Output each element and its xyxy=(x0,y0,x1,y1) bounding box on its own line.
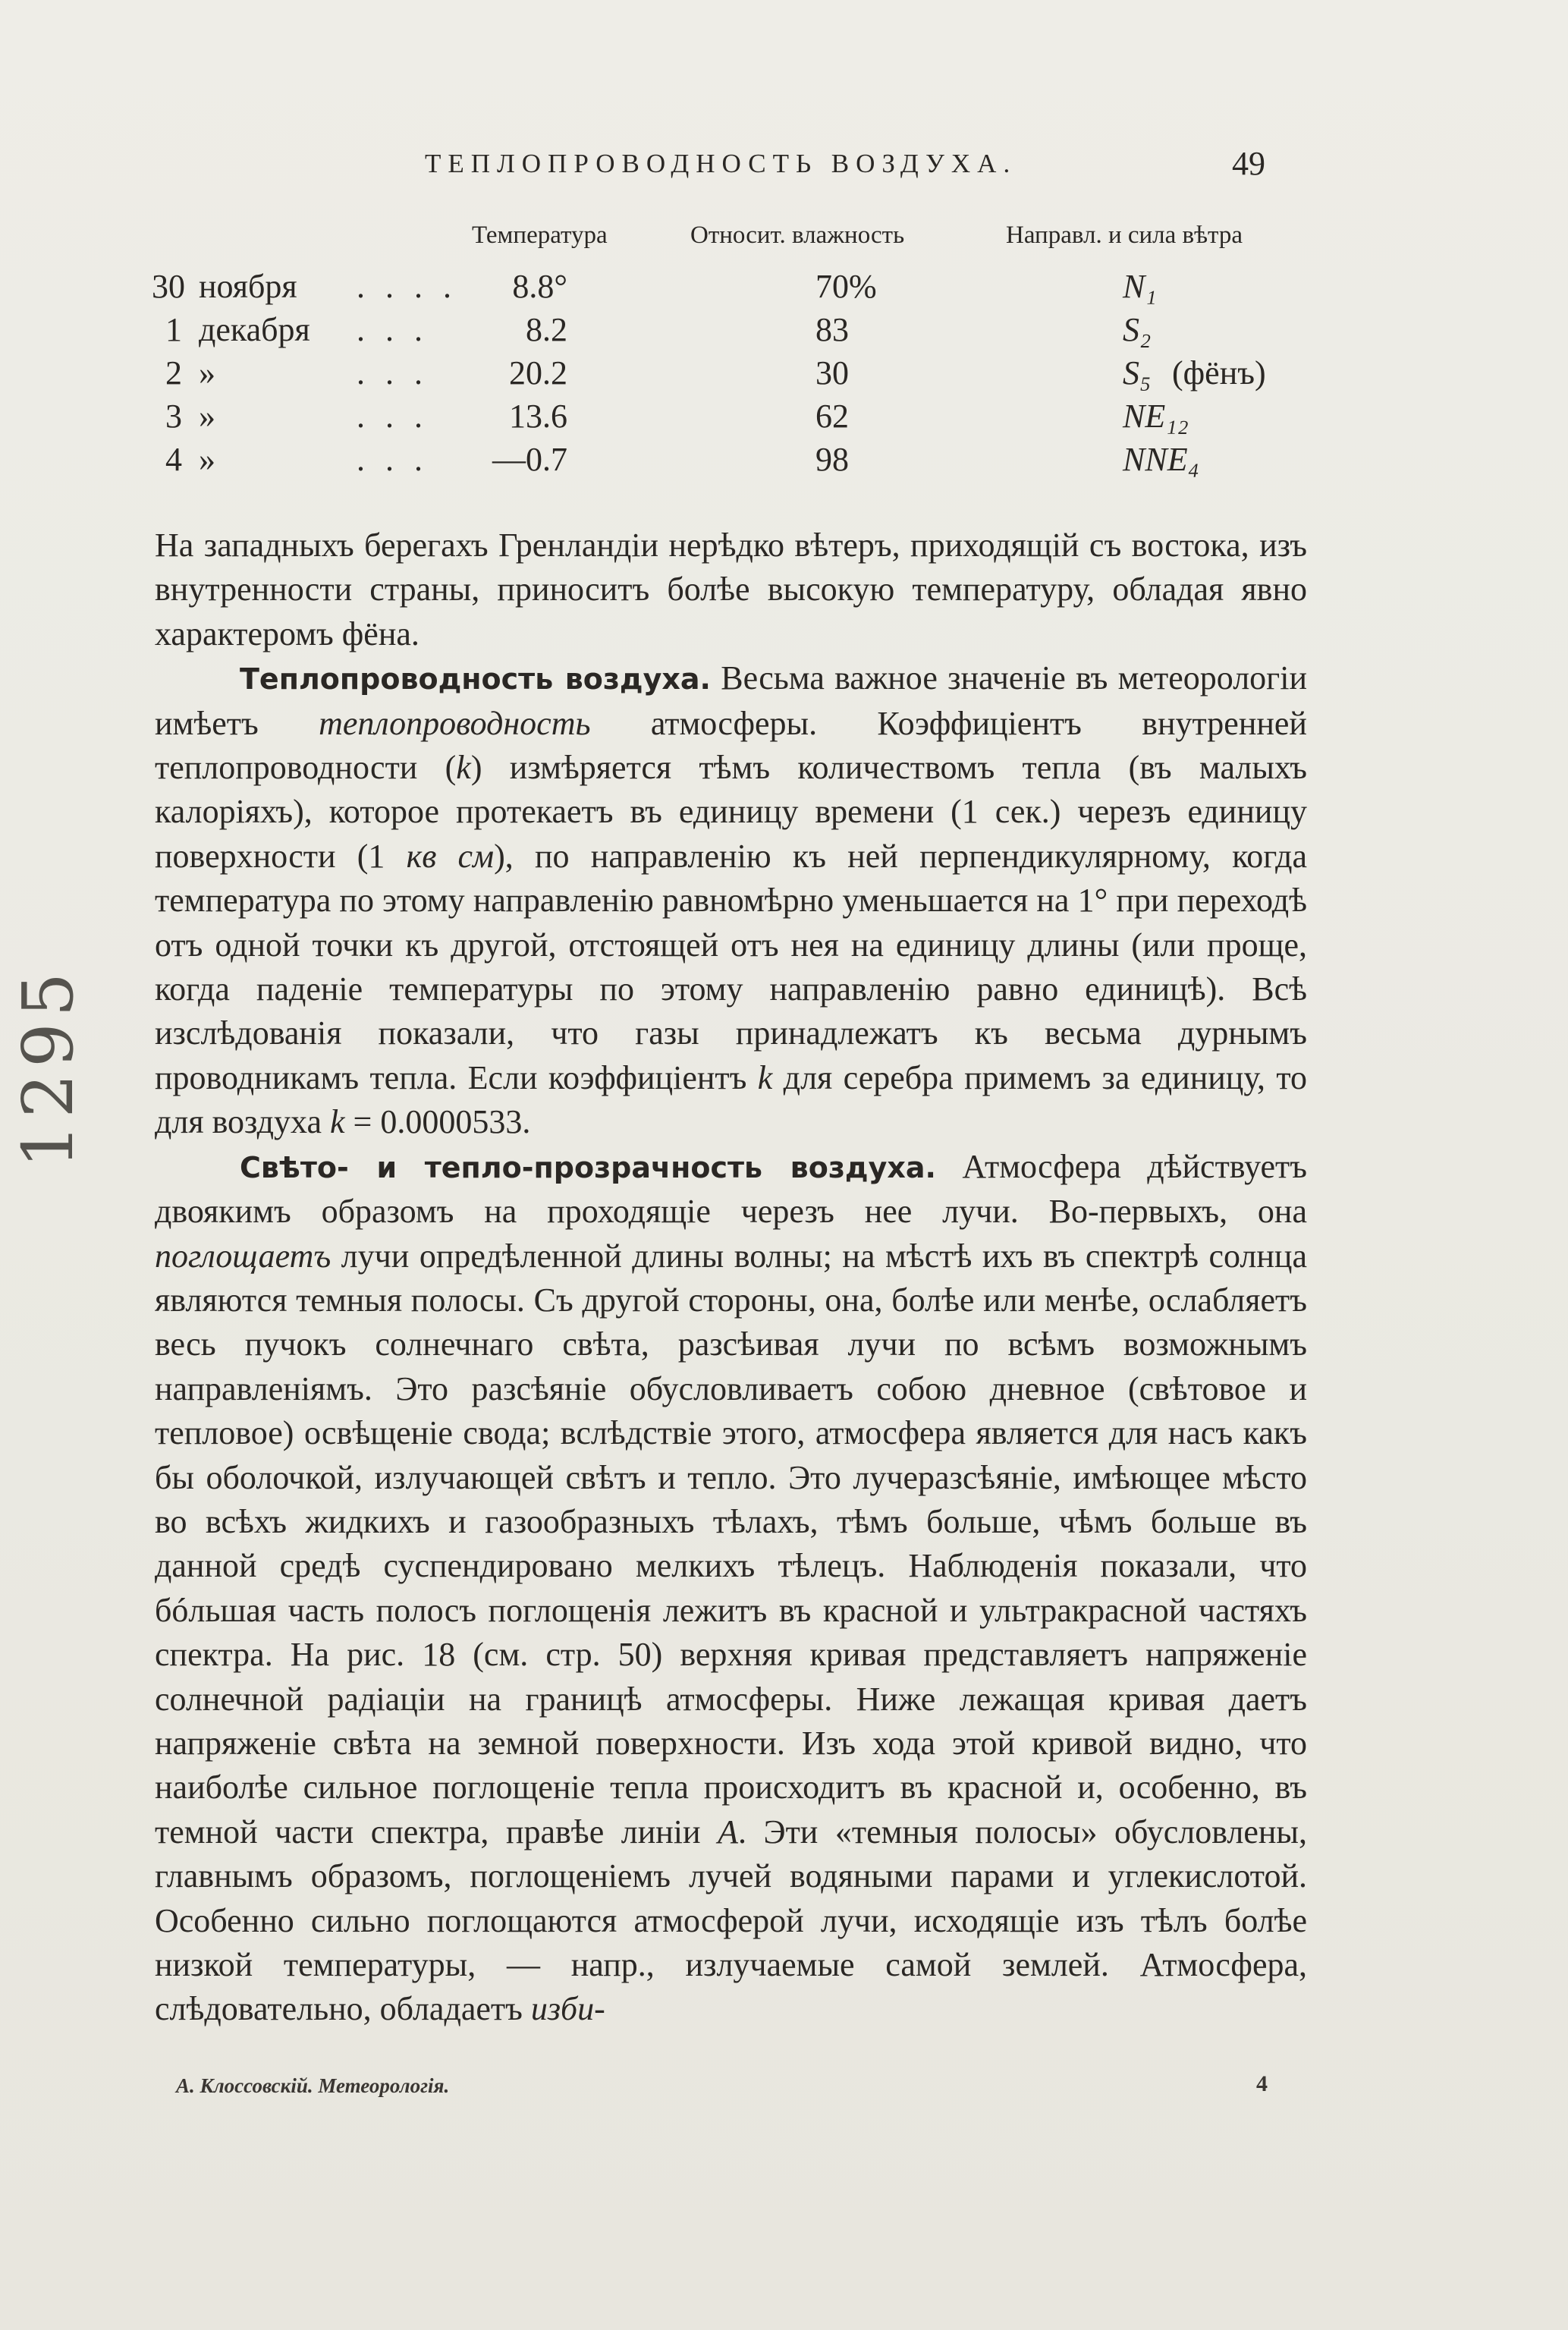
month-cell: » xyxy=(199,354,215,391)
day-cell: 2 xyxy=(165,354,182,391)
leader-dots: . . . xyxy=(357,311,429,348)
body-text xyxy=(155,524,1307,2032)
text-run: Атмосфера дѣйствуетъ двоякимъ образомъ на проходящіе черезъ нее лучи. Во-первыхъ, она xyxy=(155,1147,1308,1231)
table-row xyxy=(0,397,1568,441)
humidity-cell: 30 xyxy=(815,354,849,391)
wind-cell: S₅ xyxy=(1123,354,1152,391)
month-cell: » xyxy=(199,398,215,435)
text-run: для серебра примемъ за единицу, то для воздуха xyxy=(155,1058,1307,1141)
emphasis-run: теплопроводность xyxy=(319,704,591,742)
leader-dots: . . . xyxy=(357,441,429,478)
emphasis-run: k xyxy=(456,749,471,787)
leader-dots: . . . xyxy=(357,398,429,435)
humidity-cell: 70% xyxy=(815,268,877,305)
emphasis-run: поглощаетъ xyxy=(155,1237,332,1275)
text-run: лучи опредѣленной длины волны; на мѣстѣ ихъ въ спектрѣ солнца являются темныя полосы. Съ другой стороны, она, болѣе или менѣе, ослабляетъ весь пучокъ солнечнаго свѣта, разсѣивая лучи по всѣмъ возможнымъ направленіямъ. Это разсѣяніе обусловливаетъ собою дневное (свѣтовое и тепловое) освѣщеніе свода; вслѣдствіе этого, атмосфера является для насъ какъ бы оболочкой, излучающей свѣтъ и тепло. Это лучеразсѣяніе, имѣющее мѣсто во всѣхъ жидкихъ и газообразныхъ тѣлахъ, тѣмъ больше, чѣмъ больше въ данной средѣ суспендировано мелкихъ тѣлецъ. Наблюденія показали, что бóльшая часть полосъ поглощенія лежитъ въ красной и ультракрасной частяхъ спектра. На рис. 18 (см. стр. 50) верхняя кривая представляетъ напряженіе солнечной радіаціи на границѣ атмосферы. Ниже лежащая кривая даетъ напряженіе свѣта на земной поверхности. Изъ хода этой кривой видно, что наиболѣе сильное поглощеніе тепла происходитъ въ красной и, особенно, въ темной части спектра, правѣе линіи xyxy=(155,1237,1307,1850)
text-run: ), по направленію къ ней перпендикулярному, когда температура по этому направленію равномѣрно уменьшается на 1° при переходѣ отъ одной точки къ другой, отстоящей отъ нея на единицу длины (или проще, когда паденіе температуры по этому направленію равно единицѣ). Всѣ изслѣдованія показали, что газы принадлежатъ къ весьма дурнымъ проводникамъ тепла. Если коэффиціентъ xyxy=(155,837,1307,1096)
humidity-cell: 83 xyxy=(815,311,849,348)
table-row xyxy=(0,267,1568,311)
wind-note: (фёнъ) xyxy=(1172,354,1266,391)
paragraph-transparency xyxy=(155,1145,1307,2032)
running-head: ТЕПЛОПРОВОДНОСТЬ ВОЗДУХА. xyxy=(425,149,1017,178)
emphasis-run: A xyxy=(718,1813,738,1850)
temperature-cell: 8.8° xyxy=(512,268,567,305)
day-cell: 1 xyxy=(165,311,182,348)
emphasis-run: изби- xyxy=(530,1990,605,2028)
month-cell: декабря xyxy=(199,311,310,348)
emphasis-run: кв см xyxy=(406,837,495,875)
wind-cell: N₁ xyxy=(1123,268,1157,305)
table-row xyxy=(0,354,1568,398)
humidity-cell: 62 xyxy=(815,398,849,435)
table-header-humidity: Относит. влажность xyxy=(690,222,905,249)
handwritten-margin-note: 1295 xyxy=(8,966,89,1168)
paragraph-greenland: На западныхъ берегахъ Гренландіи нерѣдко вѣтеръ, приходящій съ востока, изъ внутренности страны, приноситъ болѣе высокую температуру, обладая явно характеромъ фёна. xyxy=(155,527,1307,652)
day-cell: 4 xyxy=(165,441,182,478)
leader-dots: . . . xyxy=(357,354,429,391)
wind-cell: NE₁₂ xyxy=(1123,398,1189,435)
text-run: ) измѣряется тѣмъ количествомъ тепла (въ малыхъ калоріяхъ), которое протекаетъ въ единицу времени (1 сек.) черезъ единицу поверхности (1 xyxy=(155,749,1307,875)
table-header-wind: Направл. и сила вѣтра xyxy=(1006,222,1243,249)
leader-dots: . . . . xyxy=(357,268,457,305)
table-row xyxy=(0,440,1568,484)
temperature-cell: 20.2 xyxy=(509,354,567,391)
day-cell: 3 xyxy=(165,398,182,435)
month-cell: ноября xyxy=(199,268,297,305)
section-heading-heat-conductivity: Теплопроводность воздуха. xyxy=(240,662,711,696)
emphasis-run: k xyxy=(757,1058,773,1096)
section-heading-transparency: Свѣто- и тепло-прозрачность воздуха. xyxy=(240,1150,936,1184)
paragraph-heat-conductivity xyxy=(155,656,1307,1144)
temperature-cell: —0.7 xyxy=(492,441,567,478)
text-run: = 0.0000533. xyxy=(344,1103,531,1141)
text-run: атмосферы. Коэффиціентъ внутренней теплопроводности ( xyxy=(155,704,1307,787)
wind-cell: NNE₄ xyxy=(1123,441,1199,478)
day-cell: 30 xyxy=(152,268,185,305)
month-cell: » xyxy=(199,441,215,478)
table-header-temperature: Температура xyxy=(472,222,608,249)
humidity-cell: 98 xyxy=(815,441,849,478)
wind-cell: S₂ xyxy=(1123,311,1152,348)
text-run: Весьма важное значеніе въ метеорологіи имѣетъ xyxy=(155,659,1308,742)
table-row xyxy=(0,310,1568,354)
footer-author: А. Клоссовскій. Метеорологія. xyxy=(176,2074,450,2097)
page-number: 49 xyxy=(1232,145,1265,182)
emphasis-run: k xyxy=(329,1103,345,1141)
temperature-cell: 13.6 xyxy=(509,398,567,435)
temperature-cell: 8.2 xyxy=(526,311,567,348)
signature-mark: 4 xyxy=(1256,2071,1268,2096)
text-run: . Эти «темныя полосы» обусловлены, главнымъ образомъ, поглощеніемъ лучей водяными парами и углекислотой. Особенно сильно поглощаются атмосферой лучи, исходящіе изъ тѣлъ болѣе низкой температуры, — напр., излучаемые самой землей. Атмосфера, слѣдовательно, обладаетъ xyxy=(155,1813,1307,2028)
